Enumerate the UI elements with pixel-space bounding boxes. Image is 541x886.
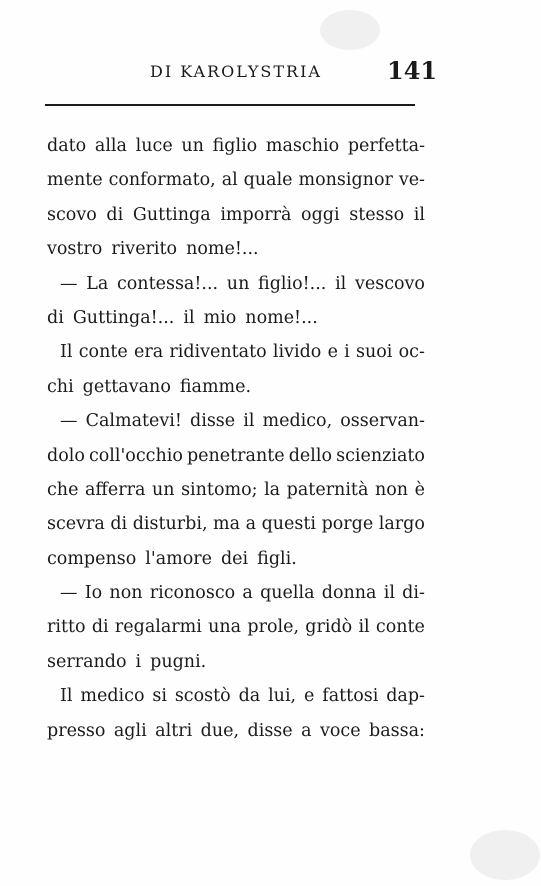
text-line: scevra di disturbi, ma a questi porge largo (47, 514, 425, 535)
page-number: 141 (387, 56, 438, 85)
text-line: che afferra un sintomo; la paternità non è (47, 479, 425, 500)
text-line: dolo coll'occhio penetrante dello scienziato (47, 445, 425, 466)
text-line: ritto di regalarmi una prole, gridò il conte (47, 617, 425, 638)
header-rule (45, 104, 415, 106)
text-line: mente conformato, al quale monsignor ve- (47, 170, 425, 191)
text-line: di Guttinga!... il mio nome!... (47, 307, 318, 328)
text-line: scovo di Guttinga imporrà oggi stesso il (47, 204, 425, 225)
paper-stain (320, 10, 380, 50)
text-line: dato alla luce un figlio maschio perfetta- (47, 136, 425, 156)
text-line: chi gettavano fiamme. (47, 376, 252, 397)
text-line: compenso l'amore dei figli. (47, 548, 297, 569)
running-head: DI KAROLYSTRIA (150, 62, 322, 81)
text-line: Il medico si scostò da lui, e fattosi dap- (60, 686, 425, 707)
text-line: — Io non riconosco a quella donna il di- (60, 583, 425, 604)
text-line: vostro riverito nome!... (47, 239, 259, 260)
paper-stain (470, 830, 540, 880)
text-line: Il conte era ridiventato livido e i suoi oc- (60, 342, 425, 363)
text-line: presso agli altri due, disse a voce bassa: (47, 720, 425, 741)
text-line: — La contessa!... un figlio!... il vescovo (60, 273, 425, 294)
text-line: — Calmatevi! disse il medico, osservan- (60, 411, 425, 432)
text-line: serrando i pugni. (47, 651, 207, 672)
body-text (47, 131, 425, 750)
